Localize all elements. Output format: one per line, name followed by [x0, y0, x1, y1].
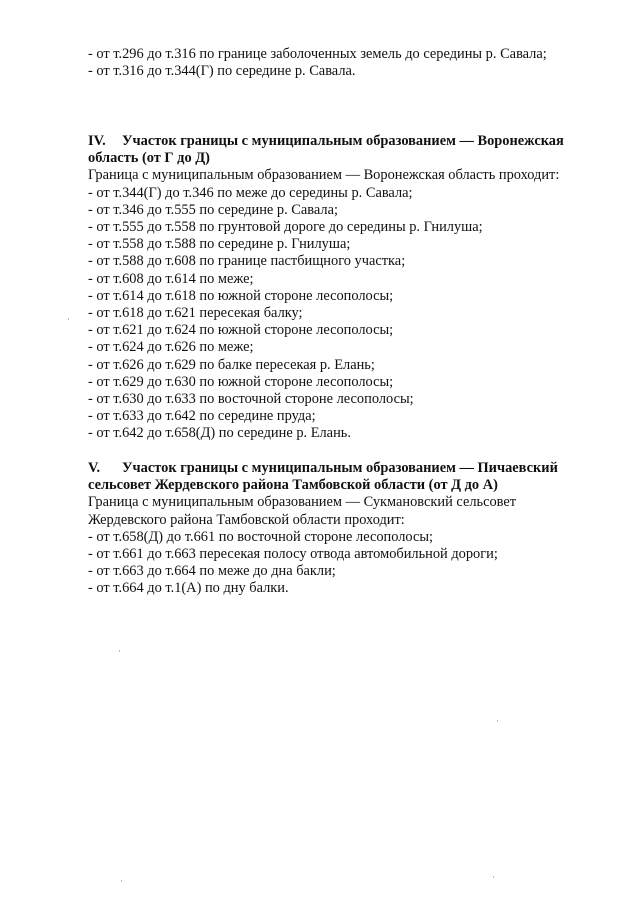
list-item: - от т.614 до т.618 по южной стороне лесополосы; — [88, 287, 394, 304]
list-item: - от т.629 до т.630 по южной стороне лесополосы; — [88, 373, 394, 390]
intro-block — [88, 46, 608, 80]
list-item: - от т.621 до т.624 по южной стороне лесополосы; — [88, 322, 394, 339]
section-v-heading — [88, 460, 608, 477]
section-title-cont: область (от Г до Д) — [88, 150, 210, 167]
list-item: - от т.296 до т.316 по границе заболоченных земель до середины р. Савала; — [88, 46, 547, 62]
scan-speck — [68, 318, 69, 320]
list-item: - от т.608 до т.614 по меже; — [88, 270, 254, 287]
section-intro: Граница с муниципальным образованием — Сукмановский сельсовет — [88, 494, 517, 511]
section-title-cont: сельсовет Жердевского района Тамбовской области (от Д до А) — [88, 477, 498, 494]
section-iv — [88, 133, 608, 443]
list-item: - от т.633 до т.642 по середине пруда; — [88, 408, 316, 425]
list-item: - от т.630 до т.633 по восточной стороне лесополосы; — [88, 391, 414, 408]
list-item: - от т.626 до т.629 по балке пересекая р. Елань; — [88, 356, 375, 373]
list-item: - от т.642 до т.658(Д) по середине р. Елань. — [88, 425, 351, 442]
section-title: Участок границы с муниципальным образованием — Пичаевский — [122, 460, 558, 476]
list-item: - от т.558 до т.588 по середине р. Гнилуша; — [88, 236, 351, 253]
section-intro: Граница с муниципальным образованием — Воронежская область проходит: — [88, 167, 560, 184]
list-item: - от т.346 до т.555 по середине р. Савала; — [88, 201, 338, 218]
list-item: - от т.588 до т.608 по границе пастбищного участка; — [88, 253, 406, 270]
section-iv-heading — [88, 133, 608, 150]
scan-speck — [497, 720, 498, 722]
section-number: V. — [88, 460, 101, 476]
list-item: - от т.316 до т.344(Г) по середине р. Савала. — [88, 63, 356, 80]
list-item: - от т.663 до т.664 по меже до дна бакли; — [88, 563, 336, 580]
list-item: - от т.664 до т.1(А) по дну балки. — [88, 580, 289, 597]
list-item: - от т.555 до т.558 по грунтовой дороге до середины р. Гнилуша; — [88, 219, 483, 236]
section-number: IV. — [88, 133, 106, 149]
list-item: - от т.624 до т.626 по меже; — [88, 339, 254, 356]
scan-speck — [121, 880, 122, 882]
list-item: - от т.658(Д) до т.661 по восточной стороне лесополосы; — [88, 528, 434, 545]
section-v — [88, 460, 608, 598]
section-intro-cont: Жердевского района Тамбовской области проходит: — [88, 511, 405, 528]
scan-speck — [119, 650, 120, 652]
section-title: Участок границы с муниципальным образованием — Воронежская — [122, 133, 564, 149]
scan-speck — [493, 876, 494, 878]
list-item: - от т.618 до т.621 пересекая балку; — [88, 305, 303, 322]
list-item: - от т.661 до т.663 пересекая полосу отвода автомобильной дороги; — [88, 546, 498, 563]
list-item: - от т.344(Г) до т.346 по меже до середины р. Савала; — [88, 184, 413, 201]
